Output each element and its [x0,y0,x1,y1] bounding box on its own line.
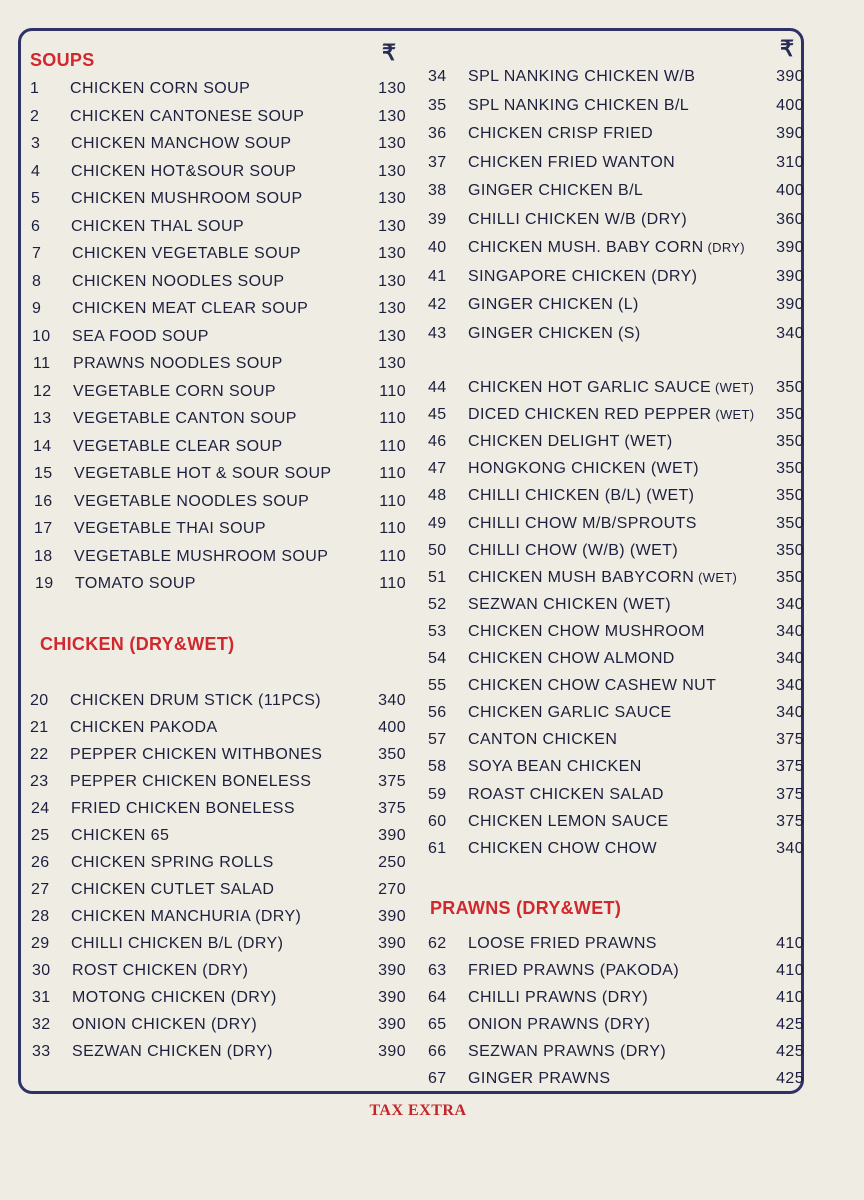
item-number: 48 [428,487,447,505]
menu-item [30,575,410,602]
item-price: 360 [776,210,804,228]
item-number: 63 [428,962,447,979]
item-price: 350 [776,379,804,396]
item-number: 24 [31,800,50,817]
item-name: VEGETABLE THAI SOUP [74,520,266,537]
item-price: 270 [378,881,406,898]
menu-item [428,239,808,266]
menu-item [30,881,410,908]
item-name: VEGETABLE MUSHROOM SOUP [74,547,329,565]
menu-item [428,650,808,677]
menu-item [428,1070,808,1097]
item-name: CHILLI CHICKEN B/L (DRY) [71,935,284,952]
item-number: 42 [428,296,447,313]
item-price: 425 [776,1070,804,1087]
item-number: 45 [428,406,447,424]
item-price: 400 [378,719,406,736]
item-number: 1 [30,80,40,97]
item-price: 375 [776,812,804,830]
menu-item [428,758,808,785]
menu-item [30,465,410,492]
item-price: 390 [378,962,406,979]
menu-item [428,68,808,95]
item-number: 65 [428,1016,447,1033]
item-name: ONION PRAWNS (DRY) [468,1016,651,1033]
item-name: SEA FOOD SOUP [72,327,209,345]
item-price: 130 [378,190,406,207]
item-price: 390 [776,239,804,256]
item-number: 10 [32,327,51,345]
menu-item [30,827,410,854]
item-price: 130 [378,217,406,235]
item-number: 26 [31,854,50,871]
item-name: CHICKEN CHOW CHOW [468,839,658,857]
item-price: 110 [379,437,406,455]
item-name: CHILLI CHICKEN (B/L) (WET) [468,487,695,505]
menu-item [428,840,808,867]
item-price: 350 [776,460,804,478]
item-name: CHICKEN GARLIC SAUCE [468,704,672,722]
item-number: 53 [428,622,447,640]
menu-item [428,182,808,209]
item-name: GINGER CHICKEN (S) [468,324,641,342]
item-price: 340 [776,704,804,722]
soups-heading: SOUPS [30,50,95,70]
item-name: CHICKEN MANCHURIA (DRY) [71,908,302,925]
item-price: 130 [378,300,406,317]
item-name: HONGKONG CHICKEN (WET) [468,460,700,478]
item-number: 52 [428,595,447,613]
item-number: 37 [428,153,447,171]
item-tag: (DRY) [703,240,745,255]
item-number: 2 [30,107,40,125]
item-price: 350 [378,746,406,763]
item-number: 64 [428,989,447,1006]
menu-item [428,542,808,569]
item-price: 390 [378,935,406,952]
menu-item [30,692,410,719]
item-price: 410 [776,935,804,952]
item-price: 350 [776,433,804,451]
menu-item [30,719,410,746]
item-price: 350 [776,514,804,532]
menu-item [30,245,410,272]
item-price: 340 [776,650,804,667]
item-price: 390 [776,125,804,142]
menu-item [30,1043,410,1070]
item-number: 3 [31,135,41,152]
item-name: CHICKEN CRISP FRIED [468,125,654,142]
item-number: 43 [428,324,447,342]
menu-item [428,623,808,650]
menu-item [428,379,808,406]
item-number: 50 [428,541,447,559]
menu-item [30,746,410,773]
item-name: SINGAPORE CHICKEN (DRY) [468,267,698,285]
menu-item [30,410,410,437]
menu-item [428,515,808,542]
menu-item [428,677,808,704]
menu-item [30,854,410,881]
item-price: 400 [776,96,804,114]
item-number: 40 [428,239,447,256]
menu-item [428,704,808,731]
item-number: 15 [34,465,53,482]
menu-item [428,989,808,1016]
menu-item [428,569,808,596]
item-number: 55 [428,677,447,695]
item-name: CHICKEN MANCHOW SOUP [71,135,292,152]
menu-item [30,438,410,465]
item-tag: (WET) [694,569,738,585]
item-name: FRIED PRAWNS (PAKODA) [468,962,680,979]
item-price: 390 [378,1043,406,1060]
item-number: 8 [32,272,42,290]
item-name: SPL NANKING CHICKEN B/L [468,96,690,114]
item-price: 250 [378,854,406,871]
item-name: ROST CHICKEN (DRY) [72,962,249,979]
item-number: 49 [428,514,447,532]
item-price: 130 [378,162,406,180]
item-tag: (WET) [711,380,755,395]
item-price: 425 [776,1016,804,1033]
item-name: GINGER CHICKEN B/L [468,182,644,199]
item-price: 340 [776,622,804,640]
tax-extra-note: TAX EXTRA [369,1102,467,1119]
item-number: 61 [428,839,447,857]
menu-item [30,773,410,800]
item-price: 310 [776,153,804,171]
item-number: 14 [33,437,52,455]
item-price: 375 [776,758,804,776]
item-number: 44 [428,379,447,396]
item-number: 59 [428,785,447,803]
menu-item [30,493,410,520]
item-number: 19 [35,575,54,592]
item-number: 62 [428,935,447,952]
item-price: 110 [379,575,406,592]
item-name: TOMATO SOUP [75,575,196,592]
item-name: VEGETABLE HOT & SOUR SOUP [74,465,332,482]
menu-item [428,813,808,840]
item-tag: (WET) [711,407,755,423]
item-name: CHICKEN HOT GARLIC SAUCE (WET) [468,379,755,396]
item-name: VEGETABLE NOODLES SOUP [74,492,310,510]
item-name: SEZWAN PRAWNS (DRY) [468,1043,667,1060]
item-name: CHICKEN SPRING ROLLS [71,854,274,871]
menu-item [30,520,410,547]
item-name: FRIED CHICKEN BONELESS [71,800,295,817]
item-price: 130 [378,245,406,262]
item-number: 12 [33,382,52,400]
item-price: 130 [378,327,406,345]
item-name: LOOSE FRIED PRAWNS [468,935,657,952]
item-name: CHICKEN VEGETABLE SOUP [72,245,302,262]
item-name: CHILLI PRAWNS (DRY) [468,989,649,1006]
prawns-heading: PRAWNS (DRY&WET) [430,898,622,918]
menu-item [428,97,808,124]
item-name: CHICKEN NOODLES SOUP [72,272,285,290]
menu-item [428,731,808,758]
item-name: CHICKEN FRIED WANTON [468,153,676,171]
item-name: CHILLI CHOW (W/B) (WET) [468,541,679,559]
item-number: 33 [32,1043,51,1060]
menu-item [30,273,410,300]
item-price: 350 [776,487,804,505]
menu-item [30,962,410,989]
item-price: 350 [776,541,804,559]
item-price: 410 [776,989,804,1006]
item-name: CHICKEN 65 [71,827,170,844]
item-price: 110 [379,547,406,565]
item-name: DICED CHICKEN RED PEPPER (WET) [468,406,755,424]
item-number: 46 [428,433,447,451]
item-name: CHICKEN CHOW MUSHROOM [468,622,705,640]
item-name: CHICKEN PAKODA [70,719,218,736]
item-price: 375 [378,800,406,817]
menu-item [30,383,410,410]
item-price: 375 [776,785,804,803]
item-number: 27 [31,881,50,898]
item-name: VEGETABLE CLEAR SOUP [73,437,283,455]
item-number: 36 [428,125,447,142]
item-price: 390 [776,68,804,85]
menu-item [30,163,410,190]
menu-item [428,268,808,295]
item-price: 390 [378,989,406,1006]
menu-item [30,1016,410,1043]
item-number: 22 [30,746,49,763]
item-price: 425 [776,1043,804,1060]
item-price: 350 [776,568,804,586]
item-price: 110 [379,382,406,400]
item-name: CHICKEN CORN SOUP [70,80,251,97]
item-number: 21 [30,719,49,736]
item-name: CHICKEN CUTLET SALAD [71,881,275,898]
item-name: CHICKEN HOT&SOUR SOUP [71,162,297,180]
item-number: 23 [30,773,49,790]
item-price: 130 [378,80,406,97]
item-price: 390 [378,827,406,844]
item-price: 340 [776,839,804,857]
item-price: 375 [776,731,804,749]
menu-item [428,460,808,487]
item-number: 34 [428,68,447,85]
menu-item [30,135,410,162]
item-price: 110 [379,410,406,427]
item-name: ONION CHICKEN (DRY) [72,1016,258,1033]
item-number: 20 [30,692,49,709]
menu-item [30,190,410,217]
item-name: CHICKEN THAL SOUP [71,217,245,235]
menu-item [30,328,410,355]
item-name: GINGER CHICKEN (L) [468,296,639,313]
menu-item [30,108,410,135]
menu-item [30,800,410,827]
item-name: PEPPER CHICKEN BONELESS [70,773,312,790]
item-number: 32 [32,1016,51,1033]
rupee-icon: ₹ [382,40,396,65]
menu-item [428,935,808,962]
menu-item [428,154,808,181]
item-name: VEGETABLE CORN SOUP [73,382,276,400]
item-price: 340 [776,677,804,695]
item-number: 16 [34,492,53,510]
menu-item [428,487,808,514]
item-name: SEZWAN CHICKEN (DRY) [72,1043,273,1060]
item-number: 58 [428,758,447,776]
menu-item [428,433,808,460]
item-price: 340 [776,324,804,342]
item-number: 18 [34,547,53,565]
item-name: CHICKEN MUSHROOM SOUP [71,190,303,207]
item-price: 110 [379,492,406,510]
item-price: 400 [776,182,804,199]
item-price: 350 [776,406,804,424]
item-number: 28 [31,908,50,925]
item-price: 130 [378,107,406,125]
menu-item [30,989,410,1016]
item-number: 5 [31,190,41,207]
menu-item [428,596,808,623]
rupee-icon: ₹ [780,36,794,61]
menu-item [30,935,410,962]
item-number: 35 [428,96,447,114]
item-name: CHICKEN MUSH. BABY CORN (DRY) [468,239,745,256]
item-number: 25 [31,827,50,844]
item-number: 56 [428,704,447,722]
item-price: 390 [776,267,804,285]
item-price: 110 [379,520,406,537]
menu-item [30,355,410,382]
menu-item [428,325,808,352]
item-name: CHICKEN LEMON SAUCE [468,812,669,830]
item-name: CANTON CHICKEN [468,731,618,749]
item-price: 390 [378,908,406,925]
item-number: 4 [31,162,41,180]
item-name: CHILLI CHOW M/B/SPROUTS [468,514,697,532]
item-number: 41 [428,267,447,285]
item-price: 410 [776,962,804,979]
item-number: 6 [31,217,41,235]
item-number: 54 [428,650,447,667]
item-price: 340 [378,692,406,709]
menu-item [30,548,410,575]
item-number: 66 [428,1043,447,1060]
item-number: 38 [428,182,447,199]
menu-item [428,296,808,323]
menu-item [428,1016,808,1043]
item-name: GINGER PRAWNS [468,1070,611,1087]
item-number: 9 [32,300,42,317]
menu-item [428,1043,808,1070]
item-price: 340 [776,595,804,613]
item-name: SPL NANKING CHICKEN W/B [468,68,696,85]
item-name: CHICKEN MUSH BABYCORN (WET) [468,568,738,586]
menu-item [428,406,808,433]
item-price: 110 [379,465,406,482]
menu-item [428,962,808,989]
item-number: 13 [33,410,52,427]
item-name: SOYA BEAN CHICKEN [468,758,642,776]
item-number: 7 [32,245,42,262]
item-number: 17 [34,520,53,537]
item-price: 130 [378,272,406,290]
item-number: 57 [428,731,447,749]
item-number: 67 [428,1070,447,1087]
item-name: CHILLI CHICKEN W/B (DRY) [468,210,688,228]
item-price: 375 [378,773,406,790]
item-price: 130 [378,355,406,372]
menu-item [428,786,808,813]
item-price: 130 [378,135,406,152]
item-name: PRAWNS NOODLES SOUP [73,355,283,372]
item-name: CHICKEN CANTONESE SOUP [70,107,305,125]
menu-item [428,211,808,238]
item-number: 31 [32,989,51,1006]
menu-item [30,218,410,245]
item-name: CHICKEN DRUM STICK (11PCS) [70,692,322,709]
item-number: 29 [31,935,50,952]
item-name: ROAST CHICKEN SALAD [468,785,664,803]
item-name: CHICKEN MEAT CLEAR SOUP [72,300,309,317]
menu-item [30,80,410,107]
item-number: 30 [32,962,51,979]
item-name: MOTONG CHICKEN (DRY) [72,989,277,1006]
item-name: CHICKEN DELIGHT (WET) [468,433,673,451]
item-name: SEZWAN CHICKEN (WET) [468,595,671,613]
item-name: VEGETABLE CANTON SOUP [73,410,297,427]
item-name: PEPPER CHICKEN WITHBONES [70,746,323,763]
item-price: 390 [378,1016,406,1033]
menu-item [30,908,410,935]
item-name: CHICKEN CHOW CASHEW NUT [468,677,717,695]
menu-item [30,300,410,327]
menu-item [428,125,808,152]
chicken-heading: CHICKEN (DRY&WET) [40,634,235,654]
item-number: 11 [33,355,51,372]
item-number: 39 [428,210,447,228]
item-price: 390 [776,296,804,313]
item-name: CHICKEN CHOW ALMOND [468,650,675,667]
item-number: 51 [428,568,447,586]
item-number: 47 [428,460,447,478]
item-number: 60 [428,812,447,830]
